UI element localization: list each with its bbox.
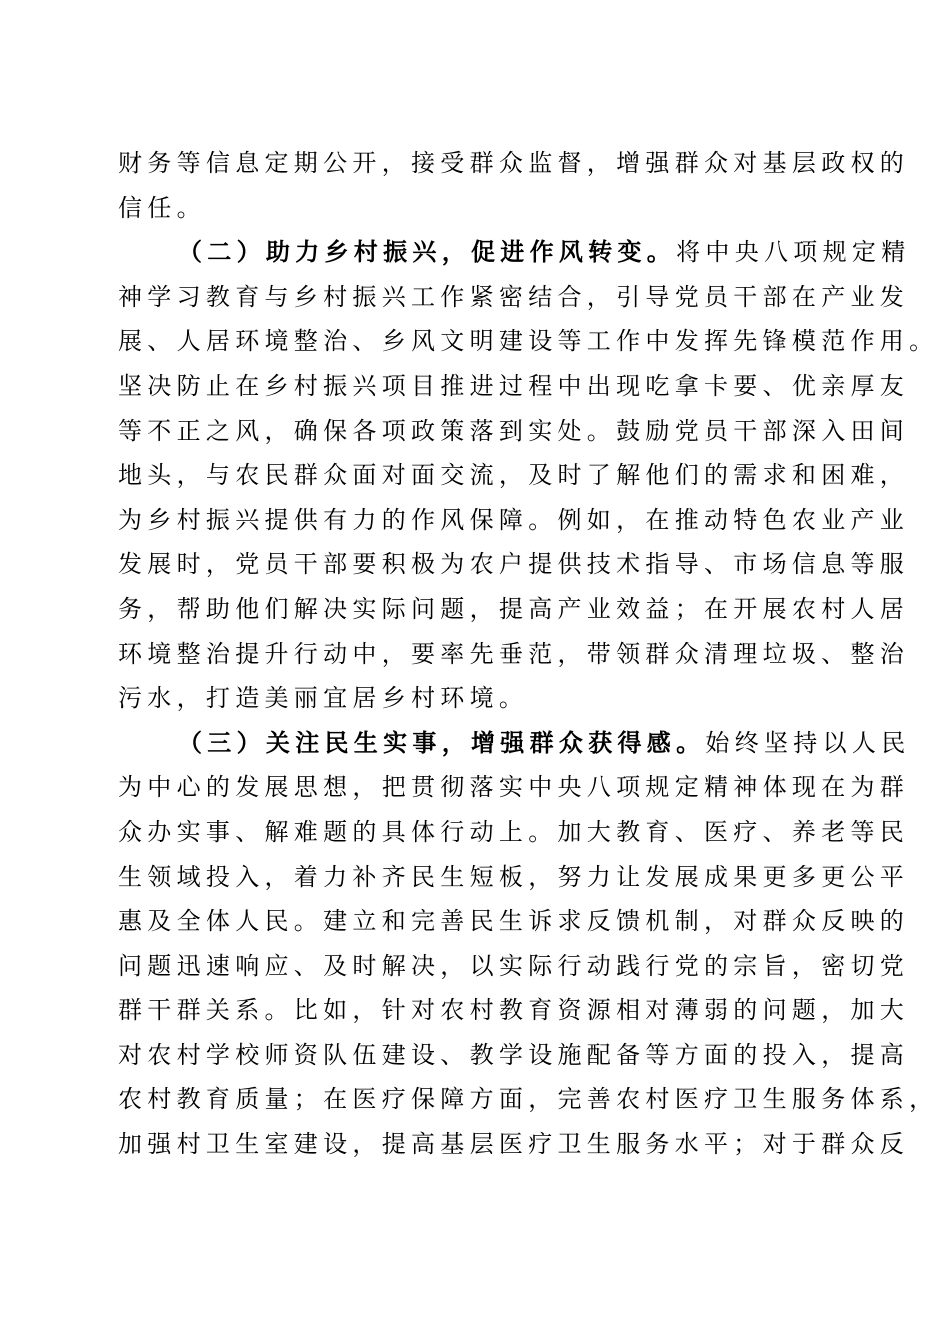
text-line: 发展时，党员干部要积极为农户提供技术指导、市场信息等服: [118, 550, 910, 579]
text-run: 始终坚持以人民: [705, 728, 911, 757]
text-line: 众办实事、解难题的具体行动上。加大教育、医疗、养老等民: [118, 817, 910, 846]
paragraph-rural-revitalization: [118, 230, 939, 721]
text-line: 问题迅速响应、及时解决，以实际行动践行党的宗旨，密切党: [118, 951, 910, 980]
text-run: 将中央八项规定精: [676, 238, 911, 267]
document-body: [118, 141, 939, 1167]
paragraph-continuation: [118, 141, 910, 230]
text-line: 地头，与农民群众面对面交流，及时了解他们的需求和困难，: [118, 461, 910, 490]
text-line: 生领域投入，着力补齐民生短板，努力让发展成果更多更公平: [118, 862, 910, 891]
text-line: 加强村卫生室建设，提高基层医疗卫生服务水平；对于群众反: [118, 1130, 910, 1159]
text-line: 为中心的发展思想，把贯彻落实中央八项规定精神体现在为群: [118, 773, 910, 802]
text-line: 环境整治提升行动中，要率先垂范，带领群众清理垃圾、整治: [118, 639, 910, 668]
section-heading: （三）关注民生实事，增强群众获得感。: [178, 727, 706, 757]
text-line: 惠及全体人民。建立和完善民生诉求反馈机制，对群众反映的: [118, 907, 910, 936]
text-line: 污水，打造美丽宜居乡村环境。: [118, 684, 529, 713]
text-line: 农村教育质量；在医疗保障方面，完善农村医疗卫生服务体系，: [118, 1085, 939, 1114]
text-line: 对农村学校师资队伍建设、教学设施配备等方面的投入，提高: [118, 1040, 910, 1069]
paragraph-livelihood: [118, 721, 939, 1167]
text-line: 财务等信息定期公开，接受群众监督，增强群众对基层政权的: [118, 149, 910, 177]
text-line: 为乡村振兴提供有力的作风保障。例如，在推动特色农业产业: [118, 505, 910, 534]
section-heading: （二）助力乡村振兴，促进作风转变。: [178, 237, 677, 267]
paragraph-first-line: [118, 721, 911, 766]
text-line: 坚决防止在乡村振兴项目推进过程中出现吃拿卡要、优亲厚友: [118, 371, 910, 400]
text-line: 群干群关系。比如，针对农村教育资源相对薄弱的问题，加大: [118, 996, 910, 1025]
text-line: 务，帮助他们解决实际问题，提高产业效益；在开展农村人居: [118, 594, 910, 623]
text-line: 神学习教育与乡村振兴工作紧密结合，引导党员干部在产业发: [118, 282, 910, 311]
paragraph-first-line: [118, 230, 911, 275]
text-line: 信任。: [118, 193, 206, 222]
text-line: 展、人居环境整治、乡风文明建设等工作中发挥先锋模范作用。: [118, 327, 939, 356]
text-line: 等不正之风，确保各项政策落到实处。鼓励党员干部深入田间: [118, 416, 910, 445]
